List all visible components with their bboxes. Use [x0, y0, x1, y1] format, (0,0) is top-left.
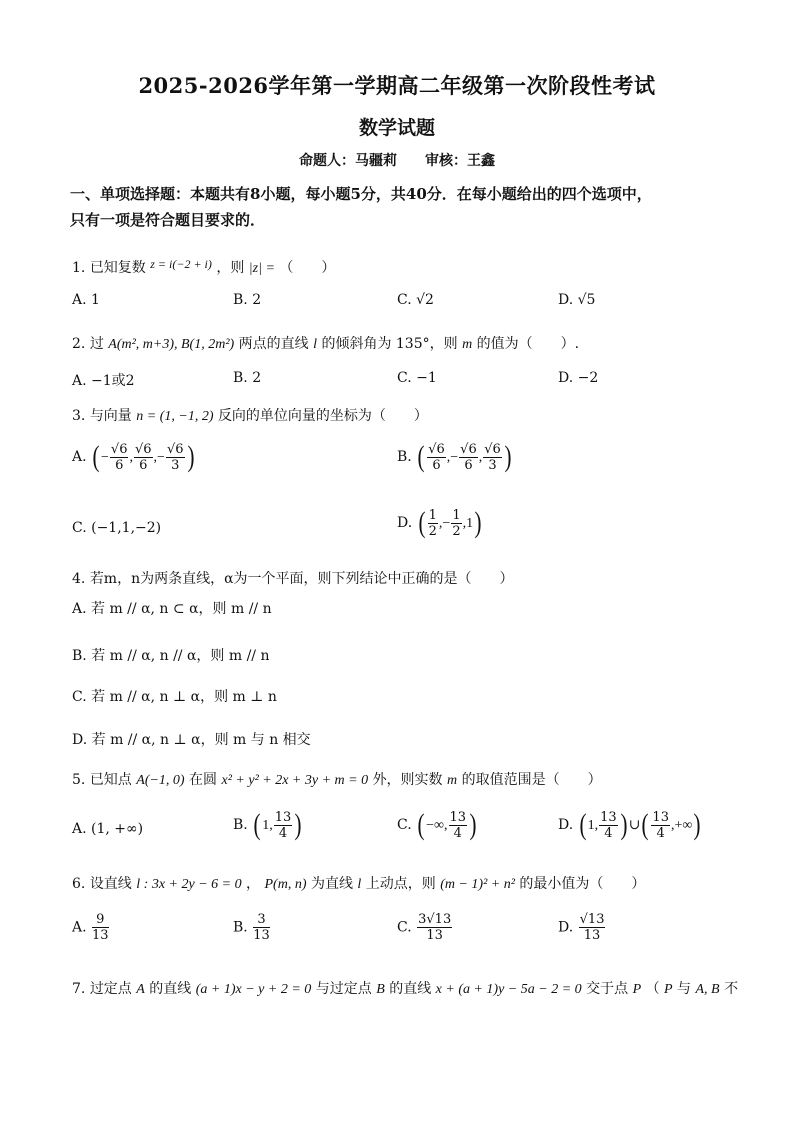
q3-option-d: D. ( $\frac{1}{2}$ ,− $\frac{1}{2}$ ,1) [397, 506, 482, 539]
q3-option-b: B. ( $\frac{√6}{6}$ ,− $\frac{√6}{6}$ , $\frac{√6}{3}$ ) [397, 440, 512, 473]
q5-option-b: B. ( 1, $\frac{13}{4}$ ) [233, 808, 302, 841]
question-7: 7. 过定点 A 的直线 (a + 1)x − y + 2 = 0 与过定点 B 的直线 x + (a + 1)y − 5a − 2 = 0 交于点 P （ P 与 A, B 不 [72, 981, 739, 997]
q2-option-d: D. −2 [558, 370, 599, 386]
q6-option-b: B. $\frac{3}{13}$ [233, 912, 270, 943]
q6-option-c: C. $\frac{3√13}{13}$ [397, 912, 452, 943]
section-heading-line1: 一、单项选择题：本题共有8小题，每小题5分，共40分．在每小题给出的四个选项中， [70, 185, 652, 203]
exam-subject: 数学试题 [358, 117, 435, 139]
q1-option-b: B. 2 [233, 292, 262, 308]
q2-option-b: B. 2 [233, 370, 262, 386]
q2-option-c: C. −1 [397, 370, 437, 386]
q6-option-d: D. $\frac{√13}{13}$ [558, 912, 605, 943]
q6-option-a: A. $\frac{9}{13}$ [72, 912, 109, 943]
exam-title: 2025-2026学年第一学期高二年级第一次阶段性考试 [138, 73, 656, 98]
question-3: 3. 与向量 n = (1, −1, 2) 反向的单位向量的坐标为（ ） [72, 408, 428, 424]
q1-option-d: D. √5 [558, 292, 596, 308]
q5-option-c: C. ( −∞, $\frac{13}{4}$ ) [397, 808, 477, 841]
question-4: 4. 若m，n为两条直线，α为一个平面，则下列结论中正确的是（ ） [72, 571, 514, 587]
q4-option-b: B. 若 m // α, n // α，则 m // n [72, 648, 270, 664]
question-5: 5. 已知点 A(−1, 0) 在圆 x² + y² + 2x + 3y + m = 0 外，则实数 m 的取值范围是（ ） [72, 772, 602, 788]
q1-option-a: A. 1 [72, 292, 100, 308]
q3-option-c: C. (−1,1,−2) [72, 520, 162, 536]
q4-option-d: D. 若 m // α, n ⊥ α，则 m 与 n 相交 [72, 732, 311, 748]
section-heading [70, 181, 652, 233]
question-1: 1. 已知复数 z = i(−2 + i) ，则 |z| = （ ） [72, 257, 336, 276]
q3-option-a: A. ( − $\frac{√6}{6}$ , $\frac{√6}{6}$ ,− $\frac{√6}{3}$ ) [72, 440, 195, 473]
exam-authors: 命题人：马疆莉 审核：王鑫 [299, 153, 495, 169]
q5-option-d: D. ( 1, $\frac{13}{4}$ ) ∪( $\frac{13}{4}$ ,+∞) [558, 808, 701, 841]
q5-option-a: A. (1, +∞) [72, 821, 144, 837]
question-2: 2. 过 A(m², m+3), B(1, 2m²) 两点的直线 l 的倾斜角为 135°，则 m 的值为（ ）. [72, 336, 580, 352]
question-6: 6. 设直线 l : 3x + 2y − 6 = 0 ， P(m, n) 为直线 l 上动点，则 (m − 1)² + n² 的最小值为（ ） [72, 876, 646, 892]
q1-option-c: C. √2 [397, 292, 434, 308]
section-heading-line2: 只有一项是符合题目要求的． [70, 211, 266, 229]
q4-option-a: A. 若 m // α, n ⊂ α，则 m // n [72, 601, 272, 617]
q2-option-a: A. −1或2 [72, 373, 135, 389]
q4-option-c: C. 若 m // α, n ⊥ α，则 m ⊥ n [72, 689, 277, 705]
